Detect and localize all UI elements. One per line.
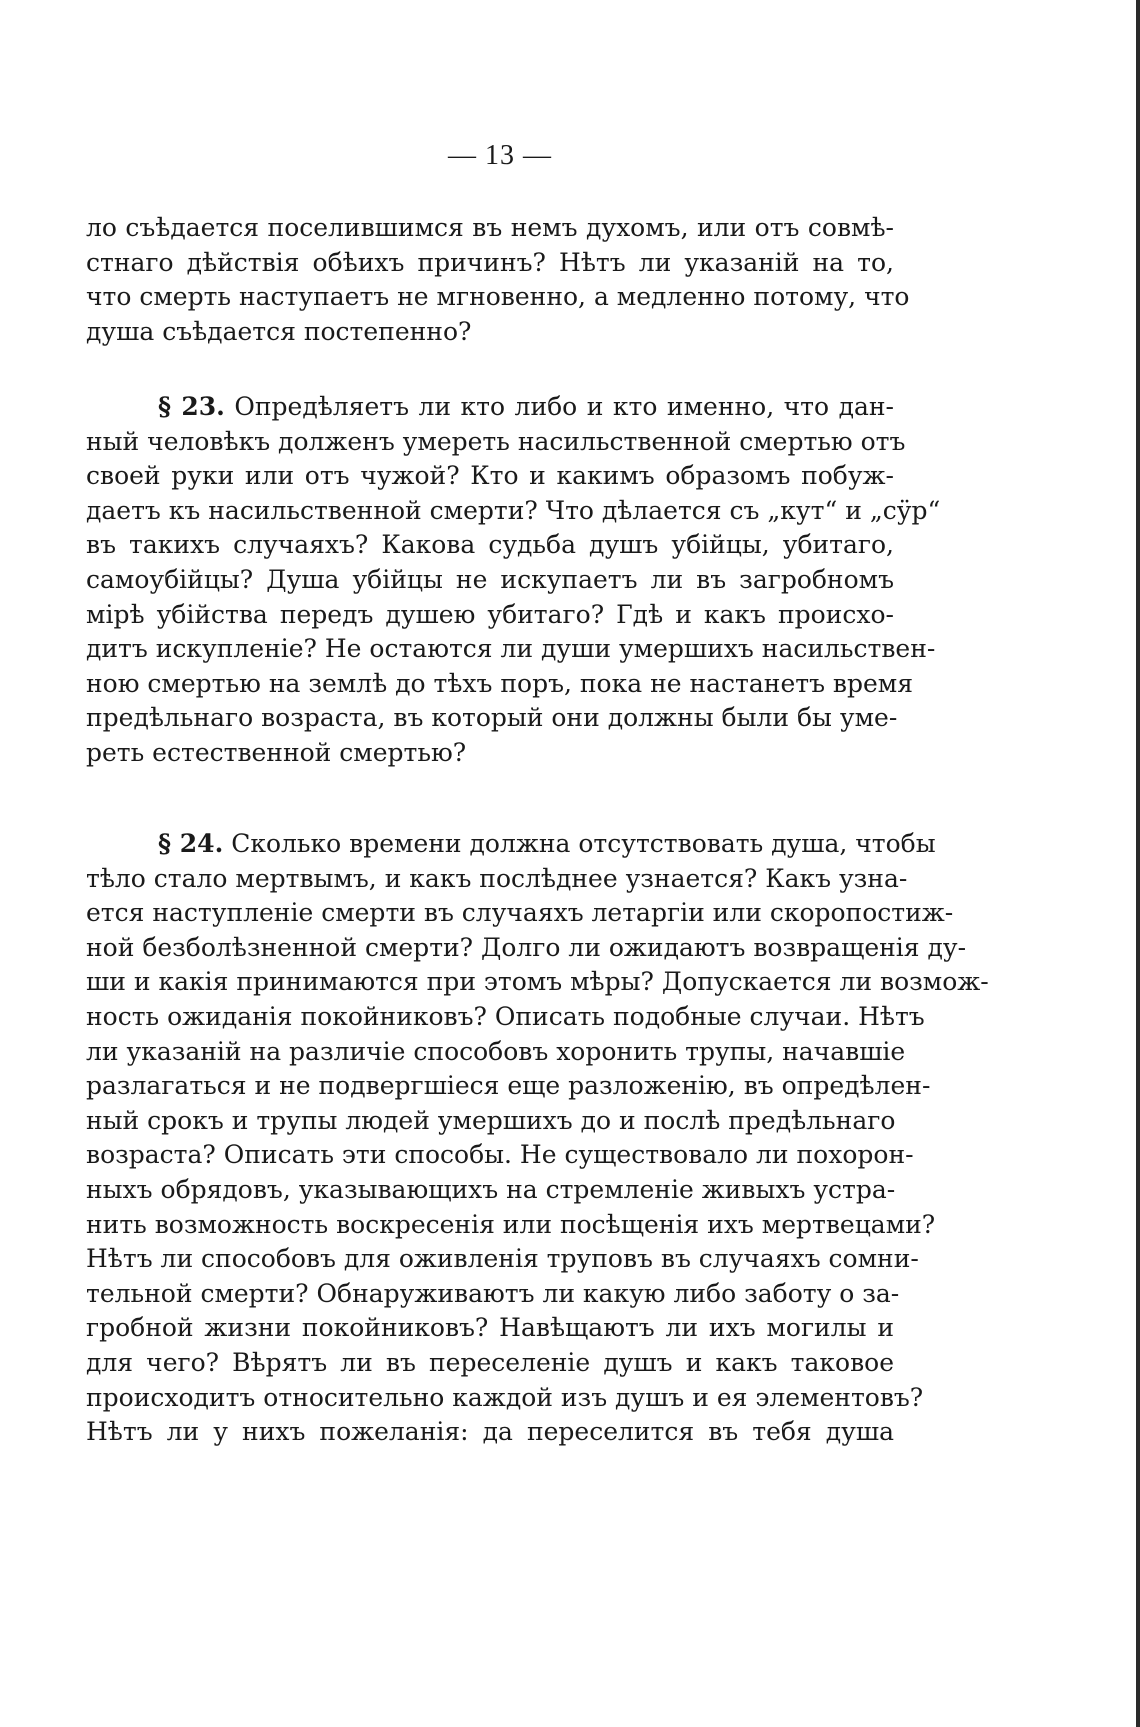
text-line: ной безболѣзненной смерти? Долго ли ожидаютъ возвращенія ду- — [86, 932, 967, 962]
text-line: возраста? Описать эти способы. Не существовало ли похорон- — [86, 1140, 914, 1170]
text-line: тѣло стало мертвымъ, и какъ послѣднее узнается? Какъ узна- — [86, 863, 908, 893]
section-23-paragraph — [86, 390, 941, 771]
text-line: ный человѣкъ долженъ умереть насильственной смертью отъ — [86, 426, 906, 456]
text-line: реть естественной смертью? — [86, 737, 467, 767]
text-line: тельной смерти? Обнаруживаютъ ли какую либо заботу о за- — [86, 1278, 900, 1308]
section-24-paragraph — [86, 827, 989, 1450]
text-line-first — [86, 827, 936, 862]
text-line: въ такихъ случаяхъ? Какова судьба душъ убійцы, убитаго, — [86, 530, 894, 560]
section-marker: § 23. — [158, 392, 225, 421]
text-line: своей руки или отъ чужой? Кто и какимъ образомъ побуж- — [86, 461, 894, 491]
text-line: предѣльнаго возраста, въ который они должны были бы уме- — [86, 703, 898, 733]
page-number: — 13 — — [448, 140, 552, 171]
text-line: ши и какія принимаются при этомъ мѣры? Допускается ли возмож- — [86, 967, 989, 997]
section-marker: § 24. — [158, 829, 224, 858]
text-line: ность ожиданія покойниковъ? Описать подобные случаи. Нѣтъ — [86, 1001, 925, 1031]
text-line: гробной жизни покойниковъ? Навѣщаютъ ли ихъ могилы и — [86, 1313, 894, 1343]
text-line: Нѣтъ ли способовъ для оживленія труповъ въ случаяхъ сомни- — [86, 1244, 919, 1274]
text-line: ется наступленіе смерти въ случаяхъ летаргіи или скоропостиж- — [86, 898, 954, 928]
text-line: дитъ искупленіе? Не остаются ли души умершихъ насильствен- — [86, 634, 936, 664]
text-line: что смерть наступаетъ не мгновенно, а медленно потому, что — [86, 282, 910, 312]
text-line: Нѣтъ ли у нихъ пожеланія: да переселится въ тебя душа — [86, 1417, 894, 1447]
text-line-content: Сколько времени должна отсутствовать душа, чтобы — [231, 829, 936, 858]
text-line-first — [86, 390, 894, 425]
continuation-paragraph — [86, 211, 910, 349]
text-line: разлагаться и не подвергшіеся еще разложенію, въ опредѣлен- — [86, 1071, 931, 1101]
text-line: стнаго дѣйствія обѣихъ причинъ? Нѣтъ ли указаній на то, — [86, 247, 894, 277]
page-edge-shadow — [1136, 0, 1140, 1727]
text-line-content: Опредѣляетъ ли кто либо и кто именно, что дан- — [234, 392, 894, 421]
text-line: даетъ къ насильственной смерти? Что дѣлается съ „кут“ и „сӱр“ — [86, 495, 941, 525]
text-line: мірѣ убійства передъ душею убитаго? Гдѣ и какъ происхо- — [86, 599, 894, 629]
text-line: ли указаній на различіе способовъ хоронить трупы, начавшіе — [86, 1036, 906, 1066]
text-line: душа съѣдается постепенно? — [86, 316, 472, 346]
text-line: самоубійцы? Душа убійцы не искупаетъ ли въ загробномъ — [86, 564, 894, 594]
text-line: ныхъ обрядовъ, указывающихъ на стремленіе живыхъ устра- — [86, 1174, 896, 1204]
text-line: для чего? Вѣрятъ ли въ переселеніе душъ и какъ таковое — [86, 1347, 894, 1377]
text-line: ло съѣдается поселившимся въ немъ духомъ, или отъ совмѣ- — [86, 213, 894, 242]
text-line: происходитъ относительно каждой изъ душъ и ея элементовъ? — [86, 1382, 924, 1412]
text-line: нить возможность воскресенія или посѣщенія ихъ мертвецами? — [86, 1209, 936, 1239]
text-line: ный срокъ и трупы людей умершихъ до и послѣ предѣльнаго — [86, 1105, 896, 1135]
text-line: ною смертью на землѣ до тѣхъ поръ, пока не настанетъ время — [86, 668, 914, 698]
